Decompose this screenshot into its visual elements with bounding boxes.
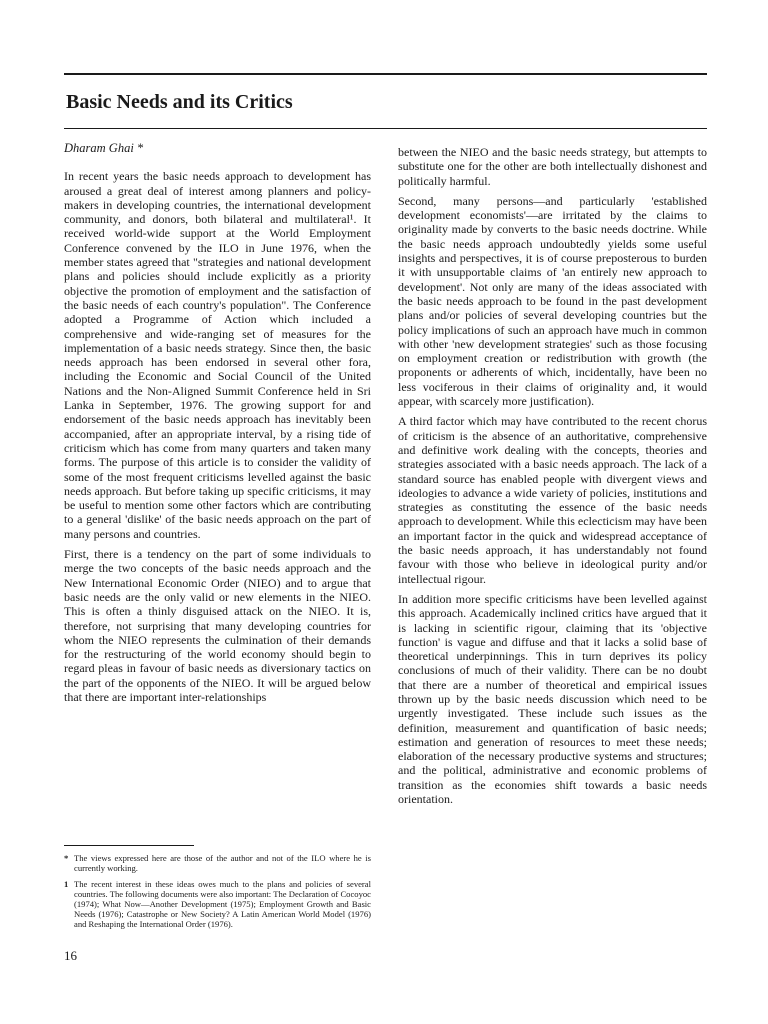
footnote-text: The recent interest in these ideas owes much to the plans and policies of several countries. The following documents were also important: The Declaration of Cocoyoc (1974); What Now—Another Development (1975); Employment Growth and Basic Needs (1976); Catastrophe or New Society? A Latin American World Model (1976) and Reshaping the International Order (1976). — [74, 879, 371, 929]
author-footnote-mark: * — [133, 141, 144, 155]
footnote — [64, 853, 371, 873]
footnote — [64, 879, 371, 929]
author-name: Dharam Ghai — [64, 141, 134, 155]
footnote-text: The views expressed here are those of the author and not of the ILO where he is currently working. — [74, 853, 371, 873]
right-column — [398, 145, 707, 812]
paragraph-third-factor: A third factor which may have contributed to the recent chorus of criticism is the absence of an authoritative, comprehensive and definitive work dealing with the concepts, theories and strategies associated with a basic needs approach. The lack of a standard source has enabled people with divergent views and ideologies to advance a wide variety of policies, institutions and strategies as constituting the essence of the basic needs approach to development. While this eclecticism may have been an important factor in the quick and widespread acceptance of the basic needs approach, it has understandably not found favour with those who believe in ideological purity and/or intellectual rigour. — [398, 414, 707, 586]
paragraph-specific-criticisms: In addition more specific criticisms have been levelled against this approach. Academically inclined critics have argued that it is lacking in scientific rigour, claiming that its 'objective function' is vague and diffuse and that it lacks a solid base of theoretical underpinnings. This in turn deprives its policy conclusions of much of their validity. There can be no doubt that there are a number of theoretical and empirical issues thrown up by the basic needs discussion which need to be urgently investigated. These include such issues as the definition, measurement and quantification of basic needs; estimation and generation of resources to meet these needs; elaboration of the necessary productive systems and structures; and the political, administrative and economic problems of transition as the economies shift towards a basic needs orientation. — [398, 591, 707, 807]
footnote-mark: 1 — [64, 879, 69, 889]
paragraph-continuation: between the NIEO and the basic needs strategy, but attempts to substitute one for the other are both intellectually dishonest and politically harmful. — [398, 145, 707, 188]
top-rule — [64, 73, 707, 75]
left-column — [64, 137, 371, 710]
footnotes — [64, 845, 371, 935]
article-title: Basic Needs and its Critics — [66, 91, 293, 113]
footnote-rule — [64, 845, 194, 846]
footnote-mark: * — [64, 853, 69, 863]
paragraph-intro: In recent years the basic needs approach to development has aroused a great deal of interest among planners and policy-makers in developing countries, the international development community, and donors, both bilateral and multilateral¹. It received world-wide support at the World Employment Conference convened by the ILO in June 1976, when the member states agreed that "strategies and national development plans and policies should include explicitly as a priority objective the promotion of employment and the satisfaction of the basic needs of each country's population". The Conference adopted a Programme of Action which included a comprehensive and wide-ranging set of measures for the implementation of a basic needs strategy. Since then, the basic needs approach has been endorsed in several other fora, including the Economic and Social Council of the United Nations and the Non-Aligned Summit Conference held in Sri Lanka in September, 1976. The growing support for and endorsement of the basic needs approach has inevitably been accompanied, after an appropriate interval, by a rising tide of criticism which has come from many quarters and taken many forms. The purpose of this article is to consider the validity of some of the most frequent criticisms levelled against the basic needs approach. But before taking up specific criticisms, it may be useful to mention some other factors which are contributing to a general 'dislike' of the basic needs approach on the part of many persons and countries. — [64, 169, 371, 541]
page-number: 16 — [64, 948, 77, 963]
paragraph-second-factor: Second, many persons—and particularly 'established development economists'—are irritated by the claims to originality made by converts to the basic needs doctrine. While the basic needs approach undoubtedly yields some useful insights and perspectives, it is of course preposterous to burden it with unsupportable claims of 'an entirely new approach to development'. Not only are many of the ideas associated with the basic needs approach to be found in the past development plans and/or policies of several developing countries but the policy implications of such an approach have much in common with other 'new development strategies' such as those focusing on employment creation or redistribution with growth (the proponents or adherents of which, incidentally, have been no less vociferous in their claims of originality and, it would appear, with scarcely more justification). — [398, 193, 707, 409]
title-rule — [64, 128, 707, 129]
author-byline — [64, 141, 371, 155]
paragraph-first-factor: First, there is a tendency on the part of some individuals to merge the two concepts of the basic needs approach and the New International Economic Order (NIEO) and to argue that basic needs are the only valid or new elements in the NIEO. This is often a thinly disguised attack on the NIEO. It is, therefore, not surprising that many developing countries for whom the NIEO represents the culmination of their demands for the restructuring of the world economy should begin to regard pleas in favour of basic needs as diversionary tactics on the part of the opponents of the NIEO. It will be argued below that there are important inter-relationships — [64, 547, 371, 704]
